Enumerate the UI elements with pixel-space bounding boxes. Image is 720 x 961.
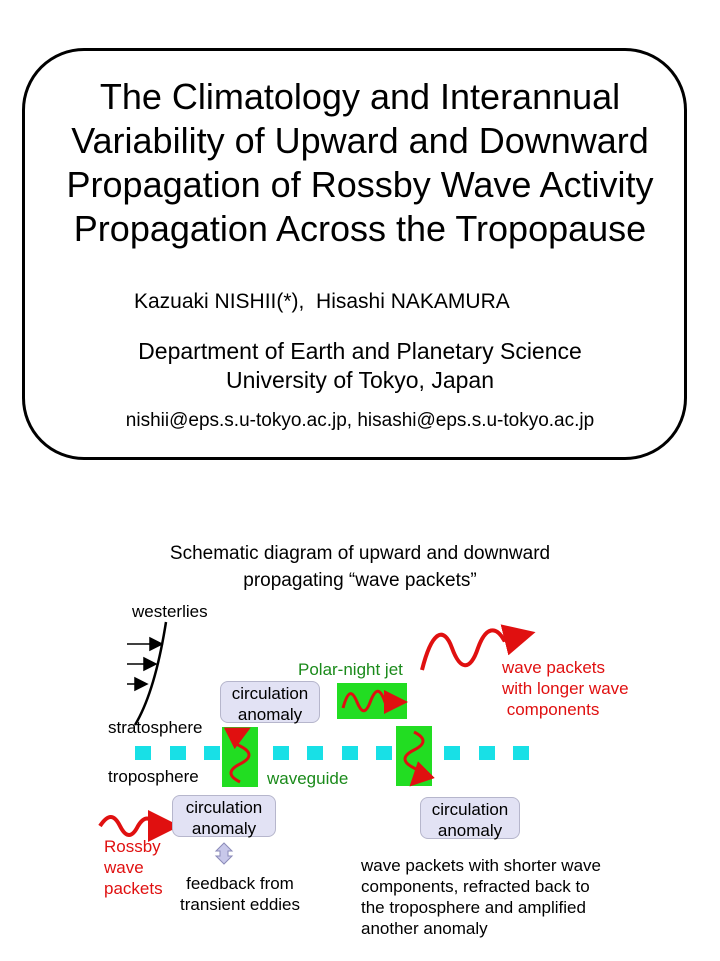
label-line: the troposphere and amplified (361, 898, 586, 917)
contact-emails: nishii@eps.s.u-tokyo.ac.jp, hisashi@eps.s.u-tokyo.ac.jp (125, 410, 595, 431)
label-waveguide: waveguide (267, 769, 349, 788)
diagram-title-line: Schematic diagram of upward and downward (169, 543, 551, 564)
wave-packet-upward (222, 727, 258, 787)
paper-title (0, 75, 720, 251)
affiliation-line: Department of Earth and Planetary Science (138, 338, 582, 364)
label-line: wave packets with shorter wave (361, 856, 601, 875)
westerly-wind-arrows (127, 638, 162, 690)
rossby-wave-packet-arrow (100, 817, 164, 835)
anomaly-label-line: anomaly (237, 705, 303, 724)
label-line: components (502, 700, 600, 719)
label-shorter-wave-packets (361, 855, 601, 939)
authors: Kazuaki NISHII(*), Hisashi NAKAMURA (134, 290, 510, 313)
label-polar-night-jet: Polar-night jet (298, 660, 403, 679)
affiliation-line: University of Tokyo, Japan (225, 367, 495, 393)
label-line: packets (104, 879, 163, 898)
label-line: Rossby (104, 837, 161, 856)
diagram-title-line: propagating “wave packets” (243, 570, 477, 591)
label-line: wave (104, 858, 144, 877)
label-westerlies: westerlies (132, 602, 208, 621)
circulation-anomaly-right (420, 797, 520, 839)
waveguide-dashed-line (135, 746, 529, 760)
label-line: with longer wave (502, 679, 629, 698)
label-rossby-wave-packets (104, 836, 163, 899)
wave-packet-downward (396, 726, 432, 786)
anomaly-label-line: circulation (185, 798, 263, 817)
anomaly-label-line: anomaly (191, 819, 257, 838)
label-line: transient eddies (179, 895, 301, 914)
diagram-title (0, 540, 720, 594)
affiliation (0, 337, 720, 395)
title-line: Variability of Upward and Downward (71, 120, 649, 161)
label-line: components, refracted back to (361, 877, 590, 896)
anomaly-label-line: anomaly (437, 821, 503, 840)
title-line: Propagation of Rossby Wave Activity (66, 164, 654, 205)
label-longer-wave-packets (502, 657, 629, 720)
wave-packet-jet (337, 683, 407, 719)
anomaly-label-line: circulation (231, 684, 309, 703)
title-line: The Climatology and Interannual (99, 76, 621, 117)
label-line: wave packets (502, 658, 605, 677)
circulation-anomaly-stratosphere (220, 681, 320, 723)
title-line: Propagation Across the Tropopause (73, 208, 647, 249)
label-stratosphere: stratosphere (108, 718, 203, 737)
anomaly-label-line: circulation (431, 800, 509, 819)
label-troposphere: troposphere (108, 767, 199, 786)
label-line: feedback from (186, 874, 294, 893)
feedback-double-arrow (216, 843, 232, 864)
label-line: another anomaly (361, 919, 488, 938)
circulation-anomaly-left (172, 795, 276, 837)
label-feedback-eddies (171, 873, 309, 915)
